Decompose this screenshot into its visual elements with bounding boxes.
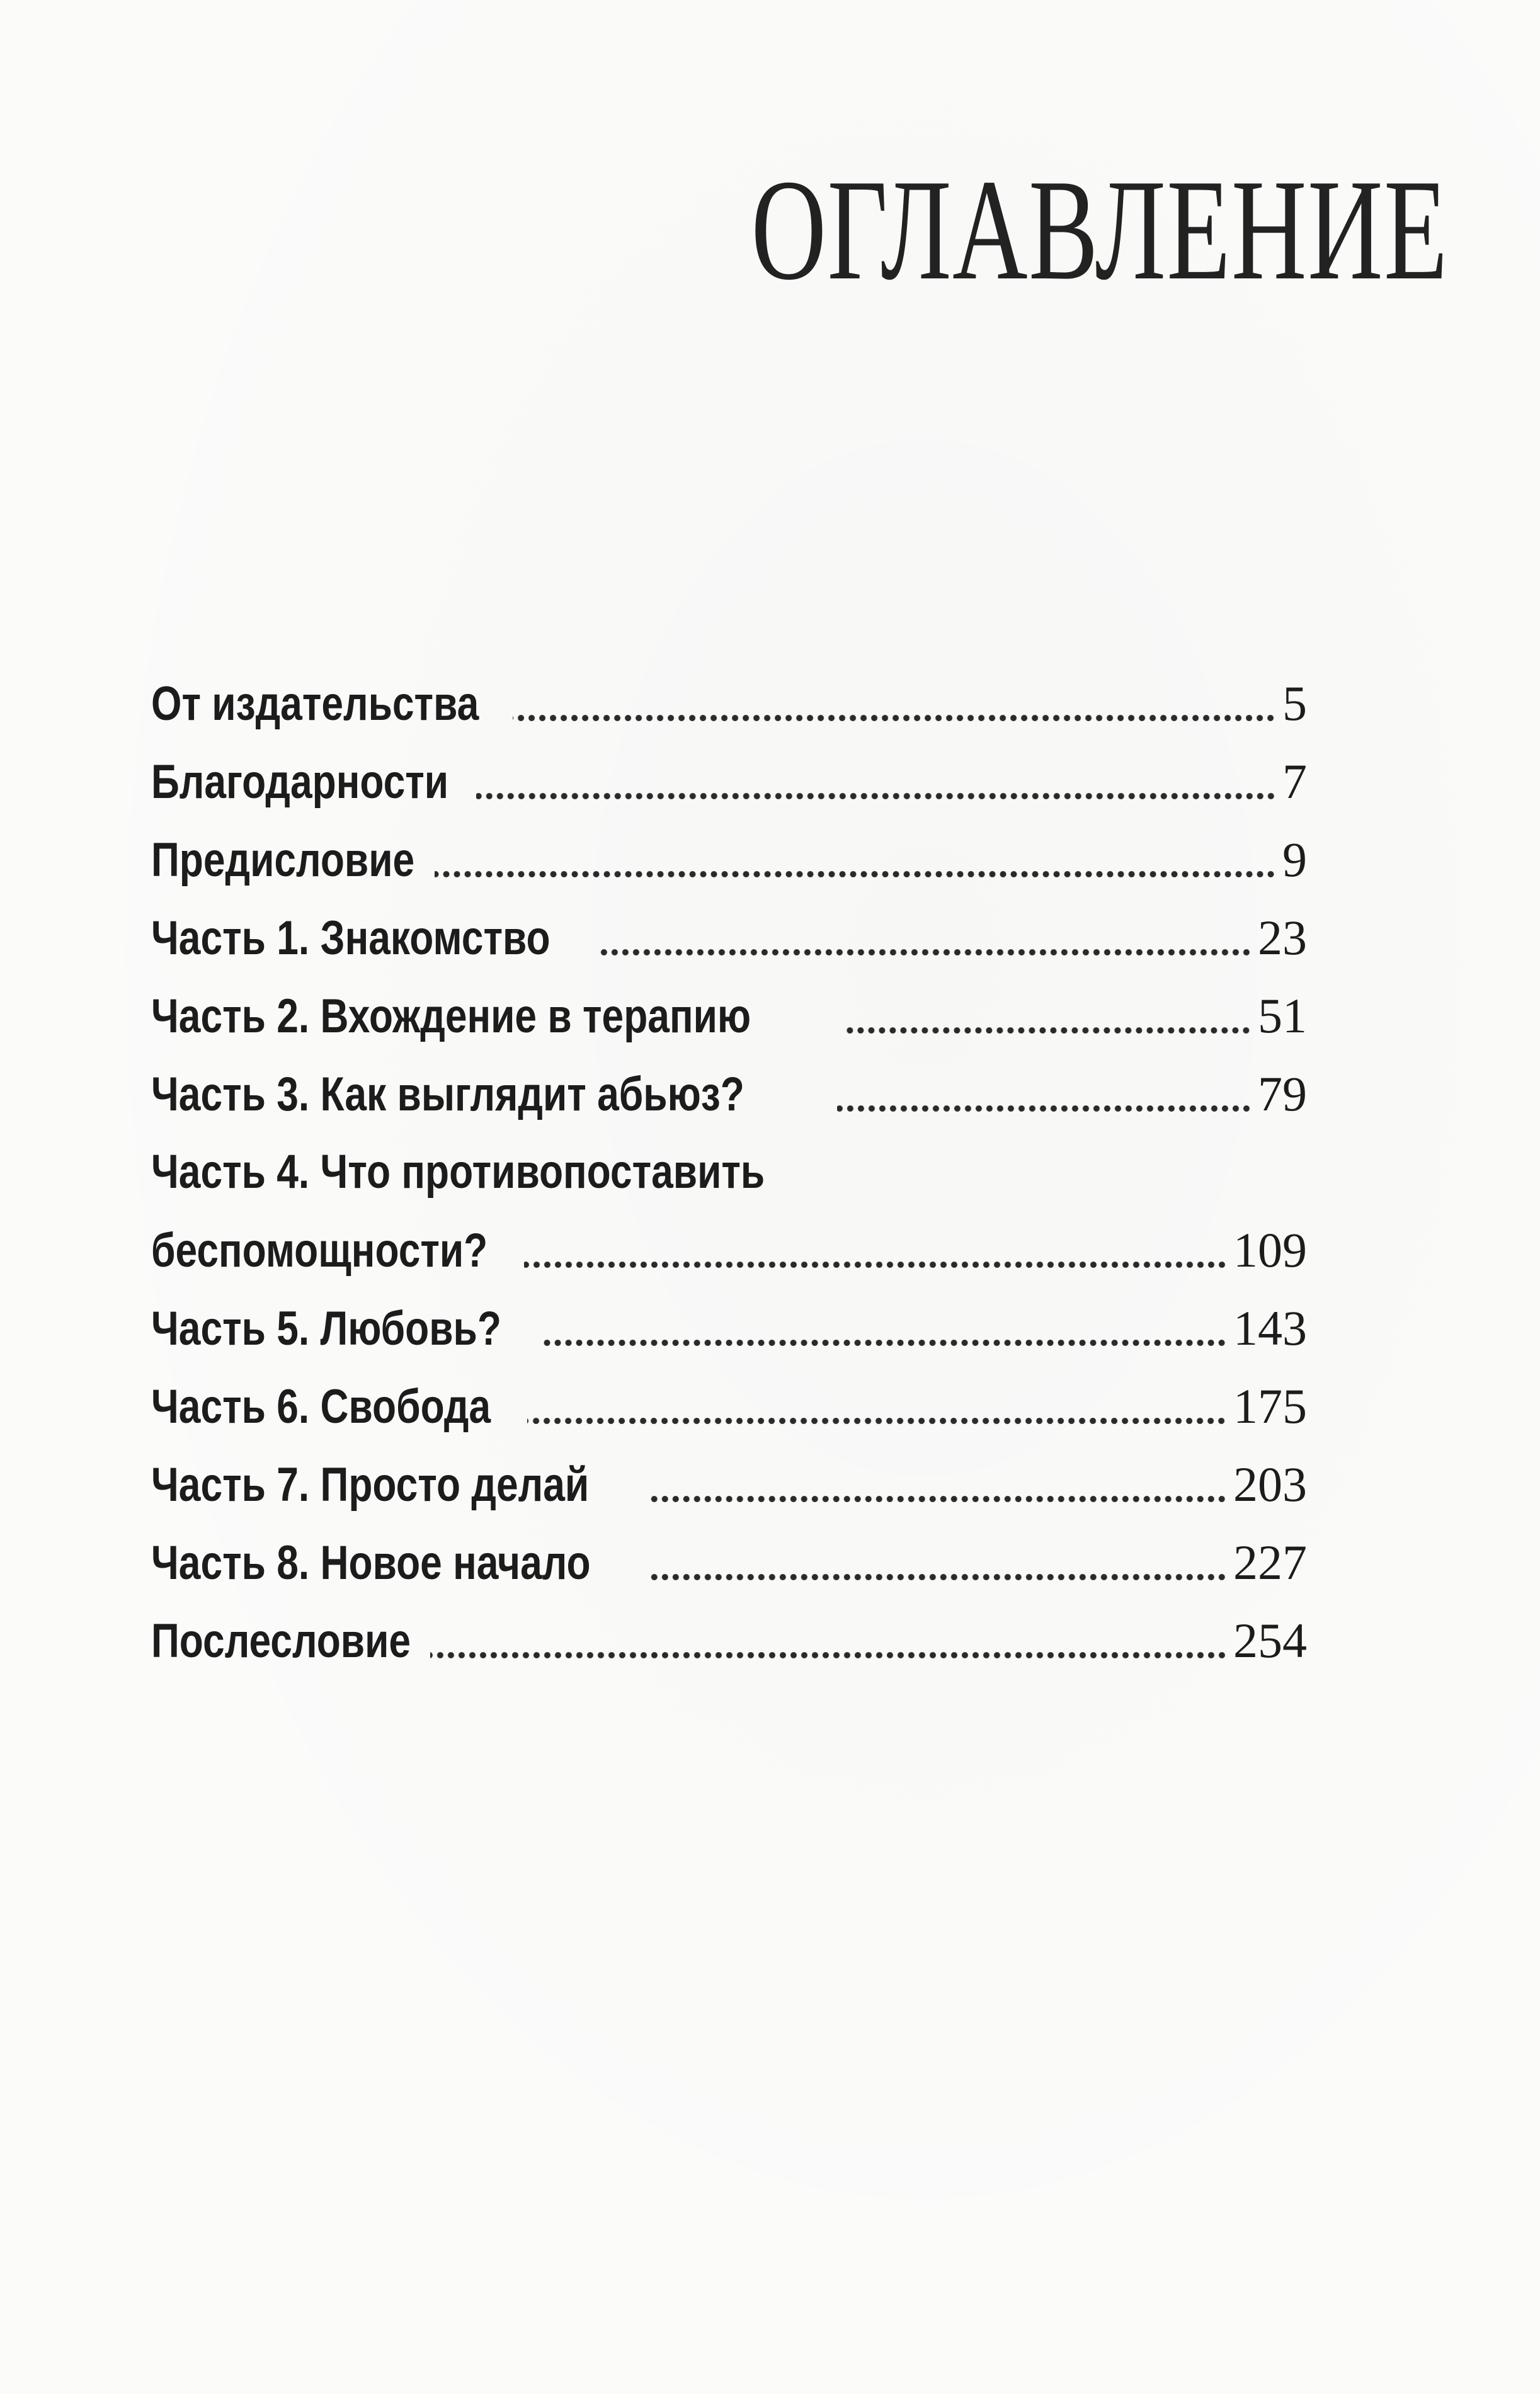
toc-entry [151, 1055, 1307, 1133]
page-title: ОГЛАВЛЕНИЕ [751, 149, 1449, 310]
toc-entry [151, 664, 1307, 743]
toc-entry-page: 203 [1233, 1457, 1307, 1512]
toc-entry-label: Часть 7. Просто делай [151, 1458, 590, 1512]
toc-entry-page: 227 [1233, 1535, 1307, 1590]
toc-entry-page: 9 [1282, 832, 1307, 887]
toc-entry-page: 143 [1233, 1301, 1307, 1355]
toc-entry [151, 821, 1307, 899]
toc-entry [151, 899, 1307, 977]
toc-entry-label: беспомощности? [151, 1224, 488, 1277]
table-of-contents [151, 664, 1307, 1680]
dot-leader [649, 1574, 1227, 1580]
toc-entry-page: 7 [1282, 754, 1307, 809]
toc-entry-first-line [151, 1133, 1307, 1211]
toc-entry-page: 254 [1233, 1613, 1307, 1668]
dot-leader [430, 1652, 1227, 1658]
dot-leader [513, 715, 1276, 721]
dot-leader [527, 1418, 1227, 1424]
toc-entry-label: Благодарности [151, 755, 449, 809]
toc-entry-page: 51 [1258, 988, 1307, 1043]
toc-entry-page: 23 [1258, 910, 1307, 965]
toc-entry-page: 109 [1233, 1223, 1307, 1277]
toc-entry-label: Часть 5. Любовь? [151, 1302, 501, 1355]
toc-entry-page: 175 [1233, 1379, 1307, 1434]
toc-entry [151, 1602, 1307, 1680]
toc-entry [151, 1524, 1307, 1602]
toc-entry-label: Послесловие [151, 1614, 411, 1668]
dot-leader [524, 1262, 1227, 1268]
toc-entry-label: Часть 4. Что противопоставить [151, 1145, 765, 1199]
dot-leader [837, 1105, 1252, 1112]
toc-entry [151, 1367, 1307, 1445]
toc-entry-label: От издательства [151, 677, 479, 731]
toc-entry-label: Часть 3. Как выглядит абьюз? [151, 1068, 744, 1121]
toc-entry-label: Часть 1. Знакомство [151, 911, 550, 965]
toc-entry-label: Часть 2. Вхождение в терапию [151, 989, 751, 1043]
toc-entry-page: 5 [1282, 676, 1307, 731]
toc-entry-continuation [151, 1211, 1307, 1289]
dot-leader [647, 1496, 1227, 1502]
dot-leader [476, 793, 1276, 799]
dot-leader [540, 1340, 1227, 1346]
toc-entry [151, 743, 1307, 821]
dot-leader [435, 871, 1276, 877]
dot-leader [600, 949, 1252, 955]
toc-entry-page: 79 [1258, 1066, 1307, 1121]
toc-entry-label: Предисловие [151, 833, 415, 887]
toc-entry [151, 1445, 1307, 1524]
toc-entry-label: Часть 8. Новое начало [151, 1536, 591, 1590]
dot-leader [845, 1027, 1252, 1034]
toc-entry [151, 977, 1307, 1055]
toc-entry-label: Часть 6. Свобода [151, 1380, 491, 1434]
toc-entry [151, 1289, 1307, 1367]
